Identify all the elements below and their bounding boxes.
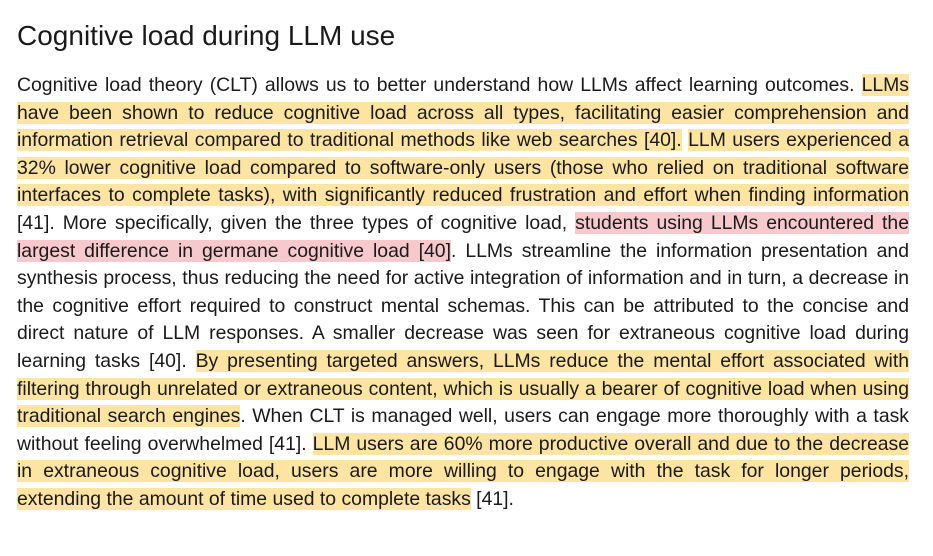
text-run: . When CLT is managed well, users can engage more thoroughly with a task without feeling overwhelmed [41]. <box>17 405 909 455</box>
text-run: [41]. <box>470 487 514 510</box>
highlighted-text-yellow: By presenting targeted answers, LLMs reduce the mental effort associated with filtering through unrelated or extraneous content, which is usually a bearer of cognitive load when using traditional search engines <box>17 349 909 428</box>
text-run: Cognitive load theory (CLT) allows us to better understand how LLMs affect learning outcomes. <box>17 74 862 96</box>
highlighted-text-yellow: LLMs have been shown to reduce cognitive load across all types, facilitating easier comprehension and information retrieval compared to traditional methods like web searches [40]. <box>17 74 909 152</box>
section-heading: Cognitive load during LLM use <box>17 20 396 51</box>
text-run: . LLMs streamline the information presentation and synthesis process, thus reducing the need for active integration of information and in turn, a decrease in the cognitive effort required to construct mental schemas. This can be attributed to the concise and direct nature of LLM responses. A smaller decrease was seen for extraneous cognitive load during learning tasks [40]. <box>17 239 909 372</box>
highlighted-text-pink: students using LLMs encountered the largest difference in germane cognitive load [40] <box>17 211 909 262</box>
body-paragraph <box>17 72 909 514</box>
document-section <box>17 0 909 514</box>
highlighted-text-yellow: LLM users are 60% more productive overall and due to the decrease in extraneous cognitive load, users are more willing to engage with the task for longer periods, extending the amount of time used to complete tasks <box>17 432 909 510</box>
text-run: [41]. More specifically, given the three types of cognitive load, <box>17 211 576 234</box>
highlighted-text-yellow: LLM users experienced a 32% lower cognitive load compared to software-only users (those who relied on traditional software interfaces to complete tasks), with significantly reduced frustration and effort when finding information <box>17 129 910 207</box>
